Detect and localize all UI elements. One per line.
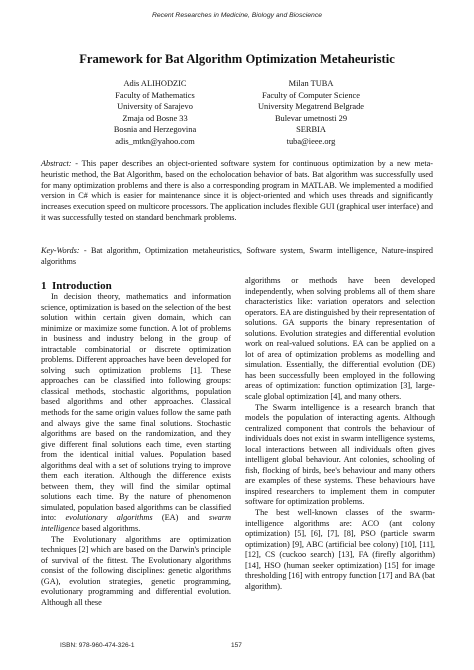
abstract-text: - This paper describes an object-oriented software system for continuous optimization by a new meta-heuristic method, the Bat Algorithm, based on the echolocation behavior of bats. Bat algorithm was successfully used for many optimization problems and there is also a corresponding program in MATLAB. We implemented a modified version in C# which is easier for maintenance since it is object-oriented and which uses threads and significantly increases execution speed on multicore processors. The application includes flexible GUI (graphical user interface) and it was successfully tested on standard benchmark problems. xyxy=(41,159,433,222)
left-column xyxy=(41,292,231,608)
paragraph: The Evolutionary algorithms are optimization techniques [2] which are based on the Darwin's principle of survival of the fittest. The Evolutionary algorithms consist of the following disciplines: genetic algorithms (GA), evolution strategies, genetic programming, evolutionary programming and differential evolution. Although all these xyxy=(41,534,231,607)
author-university: University of Sarajevo xyxy=(117,102,193,112)
paragraph: In decision theory, mathematics and information science, optimization is based on the selection of the best solution within certain given domain, which can minimize or maximize some function. A lot of problems in business and industry belong in the group of intractable combinatorial or discrete optimization problems. Different approaches have been developed for solving such optimization problems [1]. These approaches can be classified into following groups: classical methods, stochastic algorithms, population based algorithms and other approaches. Classical methods for the same origin values follow the same path and always give the same final solutions. Stochastic algorithms are based on the randomization, and they give different final solutions each time, even starting from the identical initial values. Population based algorithms deal with a set of solutions trying to improve them each iteration. Although the difference exists between them, they will find the similar optimal solutions each time. By the nature of phenomenon simulated, population based algorithms can be classified into: evolutionary algorithms (EA) and swarm intelligence based algorithms. xyxy=(41,292,232,534)
author-address: Zmaja od Bosne 33 xyxy=(122,113,188,123)
keywords-text: - Bat algorithm, Optimization metaheuristics, Software system, Swarm intelligence, Nature-inspired algorithms xyxy=(41,246,433,266)
abstract xyxy=(41,159,433,224)
paragraph: The best well-known classes of the swarm-intelligence algorithms are: ACO (ant colony optimization) [5], [6], [7], [8], PSO (particle swarm optimization) [9], ABC (artificial bee colony) [10], [11], [12], CS (cuckoo search) [13], FA (firefly algorithm) [14], HSO (human seeker optimization) [15] for image thresholding [16] with entropy function [17] and BA (bat algorithm). xyxy=(245,508,435,591)
keywords-label: Key-Words: xyxy=(41,246,80,255)
section-title: Introduction xyxy=(52,280,112,292)
author-country: SERBIA xyxy=(296,125,326,135)
author-address: Bulevar umetnosti 29 xyxy=(274,113,348,123)
author-department: Faculty of Mathematics xyxy=(115,90,195,100)
paragraph: The Swarm intelligence is a research branch that models the population of interacting agents. Although centralized component that controls the behaviour of individuals does not exist in swarm intelligence systems, local interactions between all individuals often gives intelligent global behaviour. Ant colonies, schooling of fish, flocking of birds, bee's behaviour and many others are examples of these systems. These behaviours have inspired researchers to implement them in computer software for optimization problems. xyxy=(245,402,435,507)
page-number: 157 xyxy=(231,642,242,649)
paragraph: algorithms or methods have been developed independently, when solving problems all of them share characteristics like: variation operators and selection operators. EA are distinguished by their representation of solutions. GA supports the binary representation of solutions. Evolution strategies and differential evolution work on real-valued solutions. EA can be applied on a lot of area of optimization problems as modelling and simulation. Essentially, the differential evolution (DE) has been successfully been employed in the following areas of optimization: function optimization [3], large-scale global optimization [4], and many others. xyxy=(245,276,435,402)
footer-isbn: ISBN: 978-960-474-326-1 xyxy=(60,642,135,649)
section-heading xyxy=(41,280,112,292)
paper-title: Framework for Bat Algorithm Optimization Metaheuristic xyxy=(79,52,395,66)
section-number: 1 xyxy=(41,280,47,292)
author-university: University Megatrend Belgrade xyxy=(257,102,365,112)
keywords xyxy=(41,246,433,268)
author-country: Bosnia and Herzegovina xyxy=(113,125,197,135)
author-email: adis_mtkn@yahoo.com xyxy=(115,136,195,146)
author-email: tuba@ieee.org xyxy=(286,136,336,146)
author-block-1 xyxy=(80,78,230,148)
abstract-label: Abstract: xyxy=(41,159,72,168)
author-department: Faculty of Computer Science xyxy=(262,90,360,100)
right-column xyxy=(245,276,435,592)
author-name: Milan TUBA xyxy=(288,79,334,88)
author-block-2 xyxy=(236,78,386,148)
running-head: Recent Researches in Medicine, Biology and Bioscience xyxy=(151,12,322,19)
author-name: Adis ALIHODZIC xyxy=(123,79,187,88)
